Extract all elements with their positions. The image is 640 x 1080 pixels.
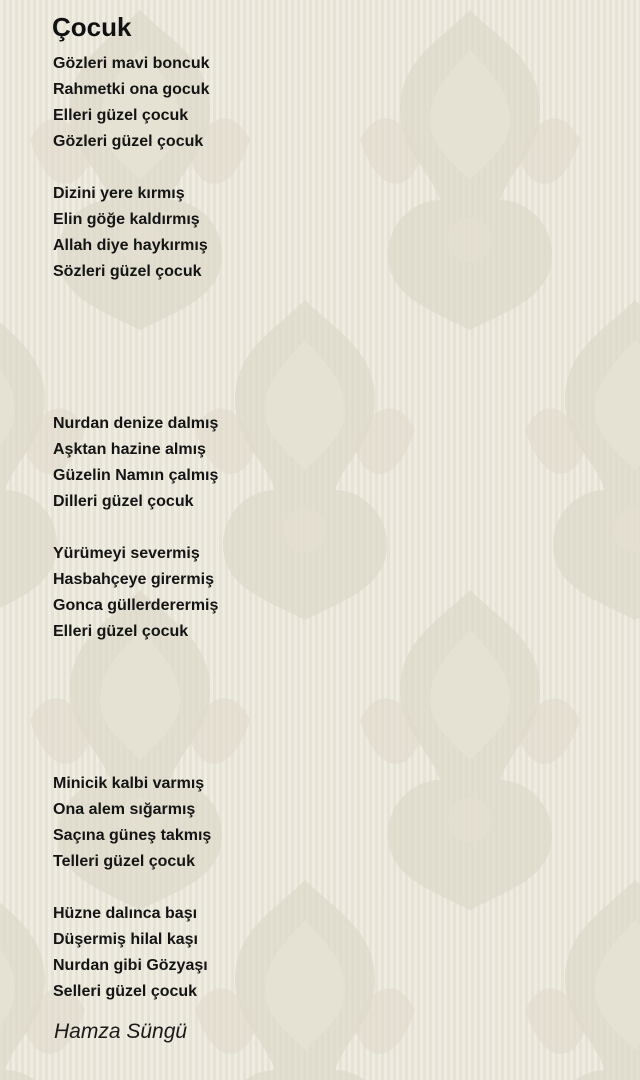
- poem-line: Telleri güzel çocuk: [53, 853, 195, 870]
- poem-line: Yürümeyi severmiş: [53, 545, 200, 562]
- poem-line: Elin göğe kaldırmış: [53, 211, 200, 228]
- poem-line: Selleri güzel çocuk: [53, 983, 198, 1000]
- poem-line: Elleri güzel çocuk: [53, 107, 189, 124]
- poem-line: Saçına güneş takmış: [53, 827, 212, 844]
- poem-line: Gonca güllerderermiş: [53, 597, 219, 614]
- poem-line: Gözleri mavi boncuk: [53, 55, 210, 72]
- poem-line: Nurdan gibi Gözyaşı: [53, 957, 208, 974]
- poem-line: Gözleri güzel çocuk: [53, 133, 204, 150]
- poem-line: Dilleri güzel çocuk: [53, 493, 194, 510]
- poem-line: Hüzne dalınca başı: [53, 905, 198, 922]
- poem-line: Düşermiş hilal kaşı: [53, 931, 198, 948]
- poem-line: Sözleri güzel çocuk: [53, 263, 202, 280]
- poem-line: Dizini yere kırmış: [53, 185, 185, 202]
- poem-line: Elleri güzel çocuk: [53, 623, 189, 640]
- poem-line: Allah diye haykırmış: [53, 237, 208, 254]
- poem-line: Ona alem sığarmış: [53, 801, 196, 818]
- poem-line: Aşktan hazine almış: [53, 441, 206, 458]
- poem-line: Nurdan denize dalmış: [53, 415, 219, 432]
- poem-author: Hamza Süngü: [54, 1020, 188, 1043]
- poem-line: Güzelin Namın çalmış: [53, 467, 219, 484]
- poem-title: Çocuk: [52, 12, 132, 42]
- poem-line: Minicik kalbi varmış: [53, 775, 205, 792]
- poem-line: Rahmetki ona gocuk: [53, 81, 210, 98]
- poem-line: Hasbahçeye girermiş: [53, 571, 214, 588]
